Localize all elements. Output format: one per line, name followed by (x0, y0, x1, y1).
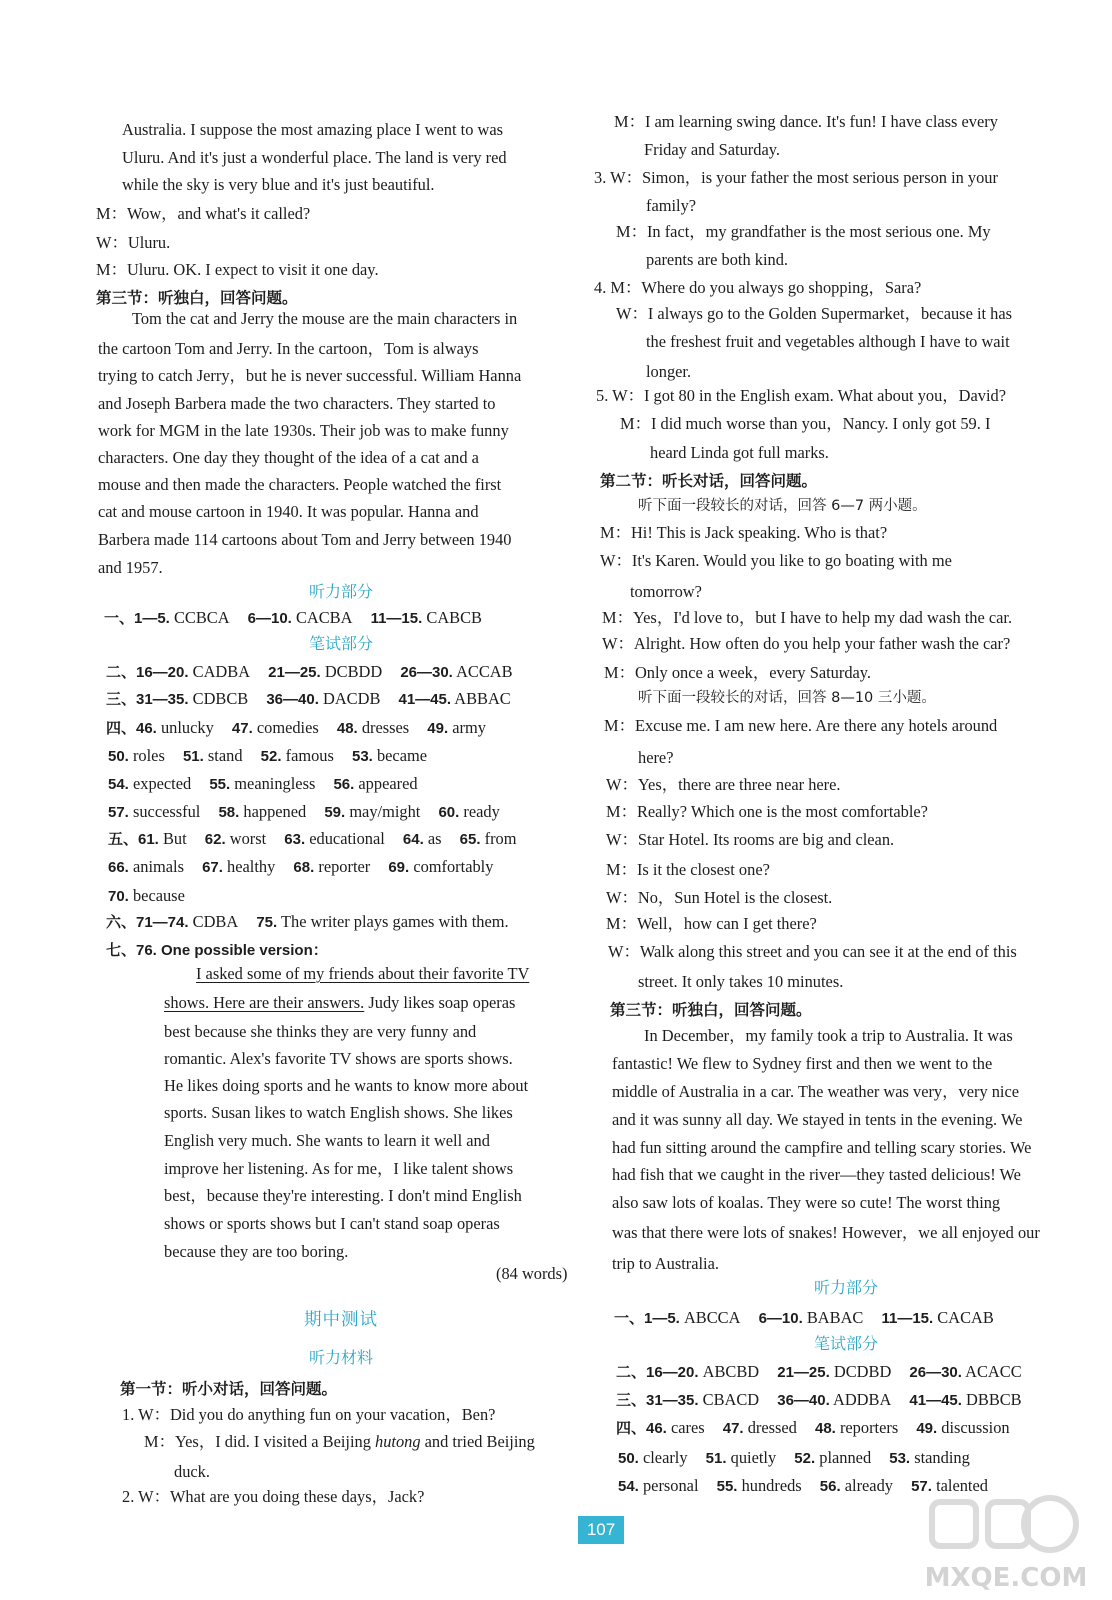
answer-value: ABBAC (454, 689, 511, 708)
dialog-line: M：Well，how can I get there? (606, 914, 817, 933)
dialog-line: M：Hi! This is Jack speaking. Who is that? (600, 523, 888, 542)
answer-number: 36—40. (266, 691, 319, 708)
dialog-line: parents are both kind. (646, 250, 789, 269)
essay-line: improve her listening. As for me，I like talent shows (164, 1159, 514, 1178)
text-line: In December，my family took a trip to Australia. It was (644, 1026, 1013, 1045)
answer-number: 21—25. (268, 664, 321, 681)
answer-value: CCBCA (173, 608, 230, 627)
word-row: 54. expected 55. meaningless 56. appeared (108, 774, 418, 793)
word-row: 50. roles 51. stand 52. famous 53. became (108, 746, 427, 765)
word-row: 50. clearly 51. quietly 52. planned 53. standing (618, 1448, 970, 1467)
answer-number: 三、31—35. (106, 691, 189, 708)
word-count: (84 words) (496, 1264, 568, 1283)
word-row: 57. successful 58. happened 59. may/might 60. ready (108, 802, 500, 821)
section-heading: 第一节：听小对话，回答问题。 (120, 1380, 338, 1398)
dialog-line: M：Excuse me. I am new here. Are there any hotels around (604, 716, 998, 735)
section-heading: 第三节：听独白，回答问题。 (96, 289, 298, 307)
essay-line: shows. Here are their answers. Judy likes soap operas (164, 993, 516, 1012)
dialog-line: 4. M：Where do you always go shopping，Sara? (594, 278, 922, 297)
section-heading: 第三节：听独白，回答问题。 (610, 1001, 812, 1019)
text-line: fantastic! We flew to Sydney first and then we went to the (612, 1054, 993, 1073)
dialog-line: 5. W：I got 80 in the English exam. What about you，David? (596, 386, 1006, 405)
dialog-line: M：Yes，I did. I visited a Beijing hutong and tried Beijing (144, 1432, 535, 1451)
essay-line: best，because they're interesting. I don't mind English (164, 1186, 522, 1205)
text-line: middle of Australia in a car. The weather was very，very nice (612, 1082, 1020, 1101)
answer-number: 二、16—20. (106, 664, 189, 681)
text-line: and 1957. (98, 558, 163, 577)
text-line: had fun sitting around the campfire and telling scary stories. We (612, 1138, 1032, 1157)
dialog-line: W：I always go to the Golden Supermarket，because it has (616, 304, 1012, 323)
word-row: 四、46. unlucky 47. comedies 48. dresses 49. army (106, 718, 486, 737)
text-line: M：Uluru. OK. I expect to visit it one day. (96, 260, 379, 279)
text-line: Australia. I suppose the most amazing place I went to was (122, 120, 503, 139)
watermark-logo (918, 1488, 1098, 1596)
answer-number: 11—15. (370, 610, 423, 627)
dialog-line: the freshest fruit and vegetables although I have to wait (646, 332, 1010, 351)
section-label-written: 笔试部分 (813, 1334, 878, 1353)
text-line: and Joseph Barbera made the two characters. They started to (98, 394, 496, 413)
text-line: Tom the cat and Jerry the mouse are the main characters in (132, 309, 518, 328)
midterm-title: 期中测试 (304, 1310, 378, 1330)
text-line: characters. One day they thought of the idea of a cat and a (98, 448, 479, 467)
answer-row-1: 一、1—5. ABCCA 6—10. BABAC 11—15. CACAB (614, 1308, 994, 1327)
dialog-line: M：Yes，I'd love to，but I have to help my dad wash the car. (602, 608, 1013, 627)
dialog-line: longer. (646, 362, 692, 381)
essay-line: shows or sports shows but I can't stand soap operas (164, 1214, 500, 1233)
answer-row-3 (106, 687, 511, 712)
text-line: mouse and then made the characters. People watched the first (98, 475, 502, 494)
dialog-line: M：I did much worse than you，Nancy. I only got 59. I (620, 414, 991, 433)
dialog-line: street. It only takes 10 minutes. (638, 972, 844, 991)
dialog-line: duck. (174, 1462, 210, 1481)
answer-value: CABCB (426, 608, 482, 627)
section-label-listening: 听力部分 (308, 582, 373, 601)
answer-row-6: 六、71—74. CDBA 75. The writer plays games with them. (106, 912, 509, 931)
answer-row-3: 三、31—35. CBACD 36—40. ADDBA 41—45. DBBCB (616, 1390, 1022, 1409)
dialog-line: family? (646, 196, 697, 215)
listening-materials-label: 听力材料 (308, 1348, 373, 1367)
answer-value: CADBA (192, 662, 251, 681)
section-heading: 第二节：听长对话，回答问题。 (600, 472, 818, 490)
essay-line: best because she thinks they are very funny and (164, 1022, 477, 1041)
text-line: the cartoon Tom and Jerry. In the cartoon，Tom is always (98, 339, 479, 358)
text-line: while the sky is very blue and it's just beautiful. (122, 175, 435, 194)
dialog-line: here? (638, 748, 674, 767)
essay-line: English very much. She wants to learn it well and (164, 1131, 490, 1150)
dialog-line: 3. W：Simon，is your father the most serious person in your (594, 168, 998, 187)
answer-value: CACBA (295, 608, 353, 627)
word-row: 70. because (108, 886, 185, 905)
section-label-listening: 听力部分 (813, 1278, 878, 1297)
dialog-line: M：In fact，my grandfather is the most serious one. My (616, 222, 991, 241)
dialog-line: W：Star Hotel. Its rooms are big and clean. (606, 830, 895, 849)
essay-line: I asked some of my friends about their favorite TV (196, 964, 530, 983)
essay-line: He likes doing sports and he wants to know more about (164, 1076, 529, 1095)
dialog-line: Friday and Saturday. (644, 140, 780, 159)
text-line: W：Uluru. (96, 233, 171, 252)
text-line: Barbera made 114 cartoons about Tom and Jerry between 1940 (98, 530, 512, 549)
dialog-line: W：Yes，there are three near here. (606, 775, 841, 794)
section-label-written: 笔试部分 (308, 634, 373, 653)
text-line: trying to catch Jerry，but he is never successful. William Hanna (98, 366, 522, 385)
answer-number: 26—30. (400, 664, 453, 681)
text-line: M：Wow，and what's it called? (96, 204, 311, 223)
answer-number: 一、1—5. (104, 610, 170, 627)
answer-value: ACCAB (456, 662, 513, 681)
dialog-line: W：It's Karen. Would you like to go boating with me (600, 551, 952, 570)
dialog-line: M：Only once a week，every Saturday. (604, 663, 872, 682)
dialog-line: W：No，Sun Hotel is the closest. (606, 888, 833, 907)
answer-value: DCBDD (324, 662, 383, 681)
text-line: also saw lots of koalas. They were so cute! The worst thing (612, 1193, 1001, 1212)
dialog-line: M：I am learning swing dance. It's fun! I have class every (614, 112, 998, 131)
essay-line: romantic. Alex's favorite TV shows are sports shows. (164, 1049, 513, 1068)
word-row: 四、46. cares 47. dressed 48. reporters 49. discussion (616, 1418, 1010, 1437)
dialog-line: W：Walk along this street and you can see it at the end of this (608, 942, 1017, 961)
answer-row-1 (104, 606, 482, 631)
answer-number: 6—10. (247, 610, 292, 627)
text-line: Uluru. And it's just a wonderful place. The land is very red (122, 148, 507, 167)
answer-row-2: 二、16—20. ABCBD 21—25. DCDBD 26—30. ACACC (616, 1362, 1022, 1381)
dialog-line: M：Is it the closest one? (606, 860, 770, 879)
intro-line: 听下面一段较长的对话，回答 8—10 三小题。 (638, 690, 936, 706)
dialog-line: tomorrow? (630, 582, 702, 601)
word-row: 66. animals 67. healthy 68. reporter 69. comfortably (108, 857, 494, 876)
dialog-line: 2. W：What are you doing these days，Jack? (122, 1487, 425, 1506)
dialog-line: M：Really? Which one is the most comfortable? (606, 802, 928, 821)
answer-value: CDBCB (192, 689, 249, 708)
page-number: 107 (578, 1516, 624, 1544)
text-line: cat and mouse cartoon in 1940. It was popular. Hanna and (98, 502, 479, 521)
answer-row-7-heading: 七、76. One possible version： (106, 942, 328, 959)
text-line: had fish that we caught in the river—they tasted delicious! We (612, 1165, 1021, 1184)
word-row: 54. personal 55. hundreds 56. already 57. talented (618, 1476, 988, 1495)
answer-value: DACDB (323, 689, 381, 708)
text-line: was that there were lots of snakes! However，we all enjoyed our (612, 1223, 1040, 1242)
watermark-text: MXQE.COM (924, 1563, 1088, 1593)
answer-number: 41—45. (398, 691, 452, 708)
intro-line: 听下面一段较长的对话，回答 6—7 两小题。 (638, 498, 927, 514)
dialog-line: heard Linda got full marks. (650, 443, 829, 462)
text-line: trip to Australia. (612, 1254, 719, 1273)
word-row: 五、61. But 62. worst 63. educational 64. as 65. from (108, 829, 517, 848)
essay-line: sports. Susan likes to watch English shows. She likes (164, 1103, 513, 1122)
dialog-line: W：Alright. How often do you help your father wash the car? (602, 634, 1011, 653)
text-line: work for MGM in the late 1930s. Their job was to make funny (98, 421, 509, 440)
answer-row-2 (106, 660, 513, 685)
text-line: and it was sunny all day. We stayed in tents in the evening. We (612, 1110, 1023, 1129)
dialog-line: 1. W：Did you do anything fun on your vacation，Ben? (122, 1405, 496, 1424)
essay-line: because they are too boring. (164, 1242, 349, 1261)
